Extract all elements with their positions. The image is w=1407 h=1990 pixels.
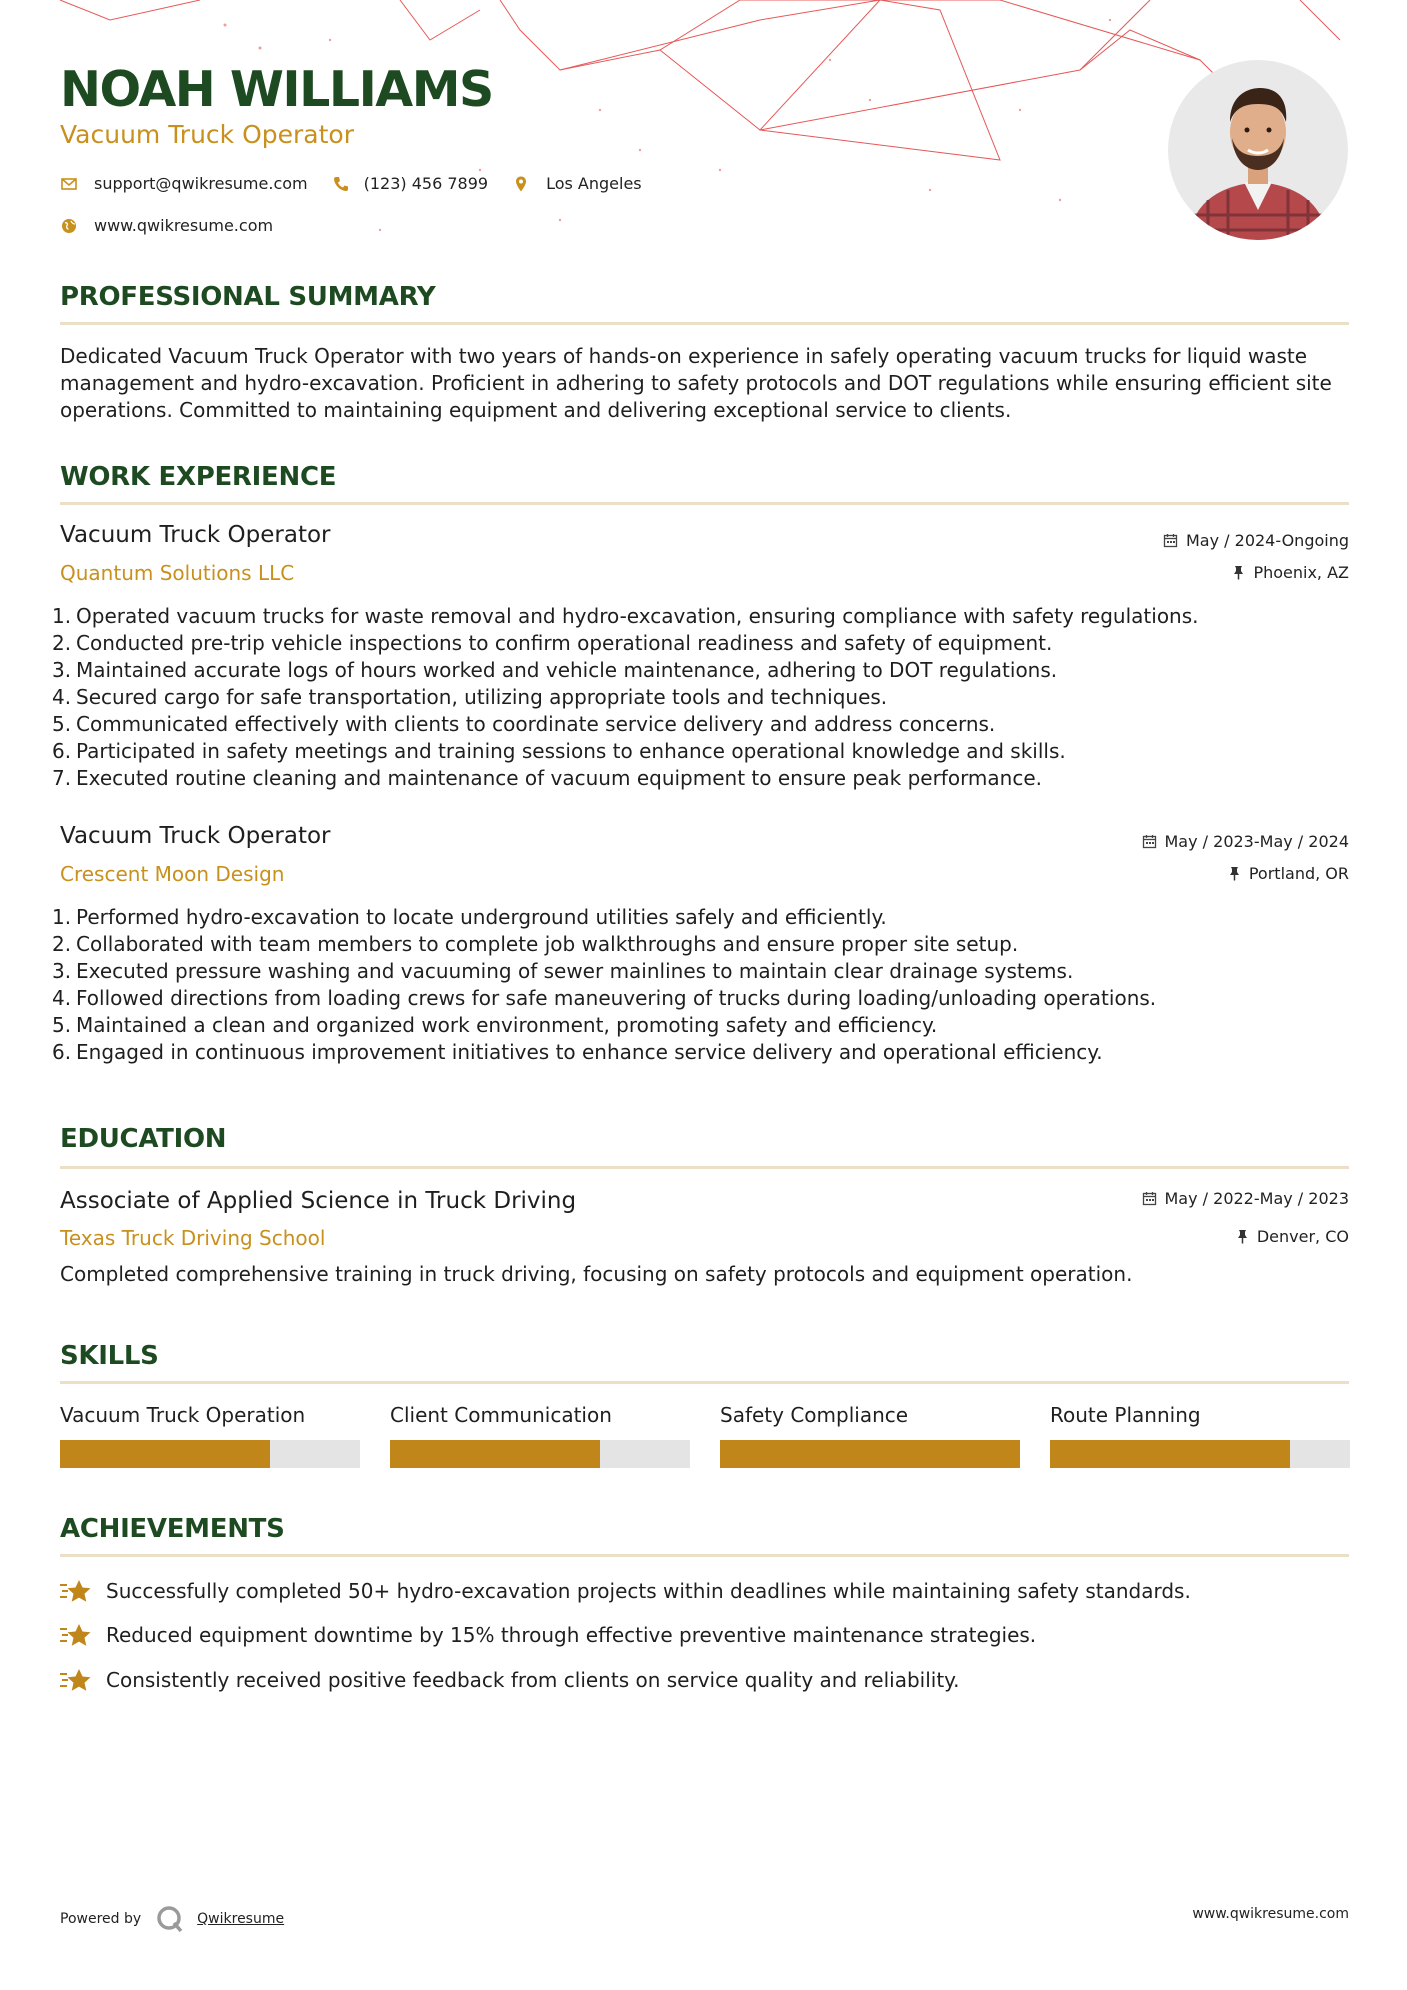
candidate-name: NOAH WILLIAMS: [60, 61, 493, 118]
education-location: [1236, 1227, 1349, 1246]
calendar-icon: [1142, 834, 1157, 849]
experience-section-title: [60, 462, 1349, 506]
list-item: 5. Maintained a clean and organized work environment, promoting safety and efficiency.: [52, 1013, 938, 1037]
skill-bar-fill: [60, 1440, 270, 1468]
powered-by-label: Powered by: [60, 1911, 142, 1927]
list-item: 3. Maintained accurate logs of hours worked and vehicle maintenance, adhering to DOT regulations.: [52, 658, 1058, 682]
skill-item: [1050, 1402, 1350, 1429]
job-1-dates: [1163, 531, 1349, 550]
phone-icon: [332, 175, 350, 193]
job-1-location-text: Phoenix, AZ: [1253, 563, 1349, 582]
job-2-dates: [1142, 832, 1350, 851]
experience-divider: [60, 502, 1349, 505]
education-description: Completed comprehensive training in truck driving, focusing on safety protocols and equipment operation.: [60, 1262, 1133, 1286]
achievement-item: [60, 1666, 960, 1694]
summary-title-text: PROFESSIONAL SUMMARY: [60, 282, 436, 312]
pushpin-icon: [1236, 1229, 1249, 1244]
achievement-item: [60, 1577, 1191, 1605]
footer-website-link[interactable]: www.qwikresume.com: [1192, 1906, 1349, 1922]
education-school: Texas Truck Driving School: [60, 1226, 326, 1250]
skill-bar-track: [720, 1440, 1020, 1468]
achievements-title-text: ACHIEVEMENTS: [60, 1514, 285, 1544]
email-item[interactable]: [60, 172, 308, 196]
skill-bar-track: [1050, 1440, 1350, 1468]
location-item: [512, 172, 642, 196]
map-pin-icon: [512, 175, 530, 193]
job-1-title: Vacuum Truck Operator: [60, 522, 331, 548]
website-item[interactable]: [60, 214, 273, 238]
calendar-icon: [1163, 533, 1178, 548]
list-item: 6. Engaged in continuous improvement initiatives to enhance service delivery and operational efficiency.: [52, 1040, 1103, 1064]
list-item: 2. Conducted pre-trip vehicle inspections to confirm operational readiness and safety of equipment.: [52, 631, 1053, 655]
achievements-section-title: [60, 1514, 1349, 1558]
list-item: 1. Performed hydro-excavation to locate underground utilities safely and efficiently.: [52, 905, 887, 929]
contact-row: [60, 172, 666, 196]
website-row: [60, 214, 297, 238]
skill-label: Safety Compliance: [720, 1403, 909, 1427]
achievement-item: [60, 1621, 1036, 1649]
summary-section-title: [60, 282, 1349, 326]
achievement-text: Reduced equipment downtime by 15% through effective preventive maintenance strategies.: [106, 1622, 1037, 1647]
envelope-icon: [60, 175, 78, 193]
education-divider: [60, 1166, 1349, 1169]
job-2-title: Vacuum Truck Operator: [60, 823, 331, 849]
achievements-divider: [60, 1554, 1349, 1557]
list-item: 3. Executed pressure washing and vacuuming of sewer mainlines to maintain clear drainage systems.: [52, 959, 1074, 983]
footer: [60, 1900, 1349, 1932]
job-2-location: [1228, 864, 1349, 883]
achievement-text: Consistently received positive feedback from clients on service quality and reliability.: [106, 1667, 960, 1692]
experience-title-text: WORK EXPERIENCE: [60, 462, 337, 492]
phone-text: (123) 456 7899: [363, 174, 489, 193]
job-2-company: Crescent Moon Design: [60, 862, 285, 886]
skill-bar-track: [60, 1440, 360, 1468]
location-text: Los Angeles: [546, 174, 642, 193]
star-badge-icon: [60, 1666, 92, 1694]
list-item: 1. Operated vacuum trucks for waste removal and hydro-excavation, ensuring compliance with safety regulations.: [52, 604, 1199, 628]
qwikresume-link[interactable]: Qwikresume: [197, 1911, 285, 1927]
skill-bar-track: [390, 1440, 690, 1468]
skill-item: [60, 1402, 360, 1429]
list-item: 4. Followed directions from loading crews for safe maneuvering of trucks during loading/unloading operations.: [52, 986, 1157, 1010]
skill-item: [390, 1402, 690, 1429]
list-item: 6. Participated in safety meetings and training sessions to enhance operational knowledge and skills.: [52, 739, 1066, 763]
education-dates: [1142, 1189, 1350, 1208]
education-location-text: Denver, CO: [1256, 1227, 1349, 1246]
list-item: 2. Collaborated with team members to complete job walkthroughs and ensure proper site setup.: [52, 932, 1019, 956]
education-degree: Associate of Applied Science in Truck Driving: [60, 1188, 577, 1214]
skill-bar-fill: [390, 1440, 600, 1468]
education-dates-text: May / 2022-May / 2023: [1164, 1189, 1349, 1208]
list-item: 4. Secured cargo for safe transportation, utilizing appropriate tools and techniques.: [52, 685, 888, 709]
job-1-bullets: [52, 603, 1349, 792]
job-1-dates-text: May / 2024-Ongoing: [1186, 531, 1349, 550]
profile-photo: [1168, 60, 1348, 240]
skills-divider: [60, 1381, 1349, 1384]
job-2-dates-text: May / 2023-May / 2024: [1164, 832, 1349, 851]
list-item: 5. Communicated effectively with clients to coordinate service delivery and address concerns.: [52, 712, 996, 736]
powered-by: [60, 1904, 284, 1934]
pushpin-icon: [1228, 866, 1241, 881]
skill-bar-fill: [720, 1440, 1020, 1468]
job-1-location: [1232, 563, 1349, 582]
job-2-bullets: [52, 904, 1349, 1066]
skills-title-text: SKILLS: [60, 1341, 159, 1371]
website-text: www.qwikresume.com: [94, 216, 274, 235]
summary-text: Dedicated Vacuum Truck Operator with two years of hands-on experience in safely operating vacuum trucks for liquid waste management and hydro-excavation. Proficient in adhering to safety protocols and DOT regulations while ensuring efficient site operations. Committed to maintaining equipment and delivering exceptional service to clients.: [60, 344, 1332, 422]
skill-label: Vacuum Truck Operation: [60, 1403, 306, 1427]
star-badge-icon: [60, 1621, 92, 1649]
education-title-text: EDUCATION: [60, 1124, 227, 1154]
skill-label: Route Planning: [1050, 1403, 1201, 1427]
job-1-company: Quantum Solutions LLC: [60, 561, 295, 585]
skill-bar-fill: [1050, 1440, 1290, 1468]
candidate-role: Vacuum Truck Operator: [60, 120, 355, 149]
email-text: support@qwikresume.com: [94, 174, 308, 193]
skill-item: [720, 1402, 1020, 1429]
education-section-title: [60, 1124, 1349, 1168]
skill-label: Client Communication: [390, 1403, 612, 1427]
phone-item[interactable]: [332, 172, 488, 196]
calendar-icon: [1142, 1191, 1157, 1206]
globe-icon: [60, 217, 78, 235]
list-item: 7. Executed routine cleaning and maintenance of vacuum equipment to ensure peak performance.: [52, 766, 1043, 790]
star-badge-icon: [60, 1577, 92, 1605]
summary-divider: [60, 322, 1349, 325]
pushpin-icon: [1232, 565, 1245, 580]
qwikresume-logo-icon: [155, 1904, 185, 1934]
achievement-text: Successfully completed 50+ hydro-excavation projects within deadlines while maintaining safety standards.: [106, 1578, 1191, 1603]
job-2-location-text: Portland, OR: [1248, 864, 1349, 883]
skills-section-title: [60, 1341, 1349, 1385]
